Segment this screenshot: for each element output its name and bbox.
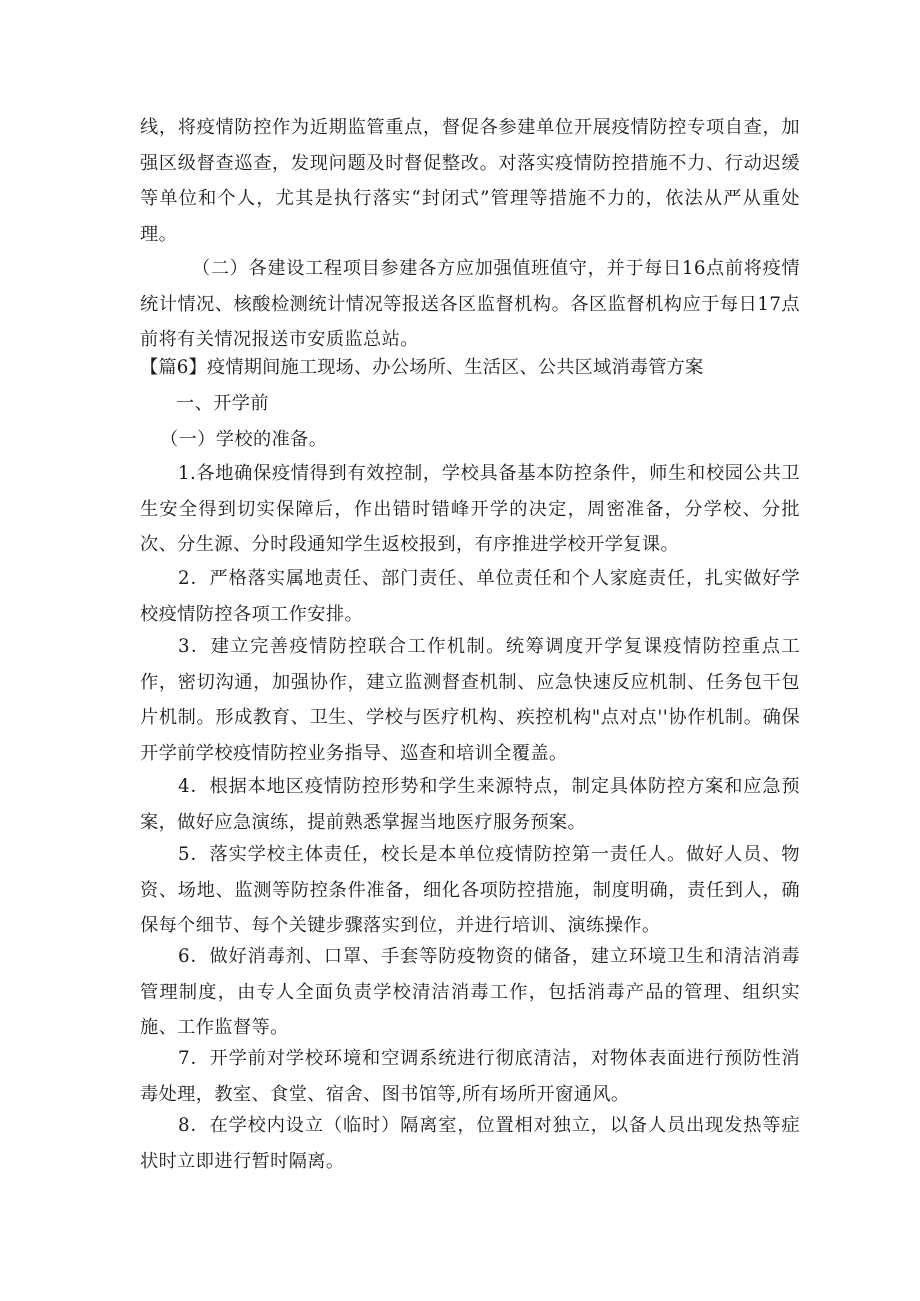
list-item-7: 7．开学前对学校环境和空调系统进行彻底清洁，对物体表面进行预防性消毒处理，教室、食堂、宿舍、图书馆等,所有场所开窗通风。 [140,1048,800,1105]
list-item-1: 1.各地确保疫情得到有效控制，学校具备基本防控条件，师生和校园公共卫生安全得到切实保障后，作出错时错峰开学的决定，周密准备，分学校、分批次、分生源、分时段通知学生返校报到，有序推进学校开学复课。 [140,463,800,555]
list-item-6: 6．做好消毒剂、口罩、手套等防疫物资的储备，建立环境卫生和清洁消毒管理制度，由专人全面负责学校清洁消毒工作，包括消毒产品的管理、组织实施、工作监督等。 [140,946,800,1038]
list-item-2: 2．严格落实属地责任、部门责任、单位责任和个人家庭责任，扎实做好学校疫情防控各项工作安排。 [140,568,800,625]
paragraph-duty-reporting: （二）各建设工程项目参建各方应加强值班值守，并于每日16点前将疫情统计情况、核酸检测统计情况等报送各区监督机构。各区监督机构应于每日17点前将有关情况报送市安质监总站。 [140,258,800,350]
list-item-3: 3．建立完善疫情防控联合工作机制。统筹调度开学复课疫情防控重点工作，密切沟通，加强协作，建立监测督查机制、应急快速反应机制、任务包干包片机制。形成教育、卫生、学校与医疗机构、疾控机构"点对点''协作机制。确保开学前学校疫情防控业务指导、巡查和培训全覆盖。 [140,636,800,764]
list-item-5: 5．落实学校主体责任，校长是本单位疫情防控第一责任人。做好人员、物资、场地、监测等防控条件准备，细化各项防控措施，制度明确，责任到人，确保每个细节、每个关键步骤落实到位，并进行培训、演练操作。 [140,844,800,936]
paragraph-supervision-continued: 线，将疫情防控作为近期监管重点，督促各参建单位开展疫情防控专项自查，加强区级督查巡查，发现问题及时督促整改。对落实疫情防控措施不力、行动迟缓等单位和个人，尤其是执行落实“封闭式”管理等措施不力的，依法从严从重处理。 [140,117,800,245]
section-title-article-6: 【篇6】疫情期间施工现场、办公场所、生活区、公共区域消毒管方案 [140,357,704,378]
list-item-8: 8．在学校内设立（临时）隔离室，位置相对独立，以备人员出现发热等症状时立即进行暂时隔离。 [140,1115,800,1172]
subheading-school-preparation: （一）学校的准备。 [160,429,328,450]
heading-before-school-opening: 一、开学前 [176,393,269,414]
list-item-4: 4．根据本地区疫情防控形势和学生来源特点，制定具体防控方案和应急预案，做好应急演练，提前熟悉掌握当地医疗服务预案。 [140,776,800,833]
